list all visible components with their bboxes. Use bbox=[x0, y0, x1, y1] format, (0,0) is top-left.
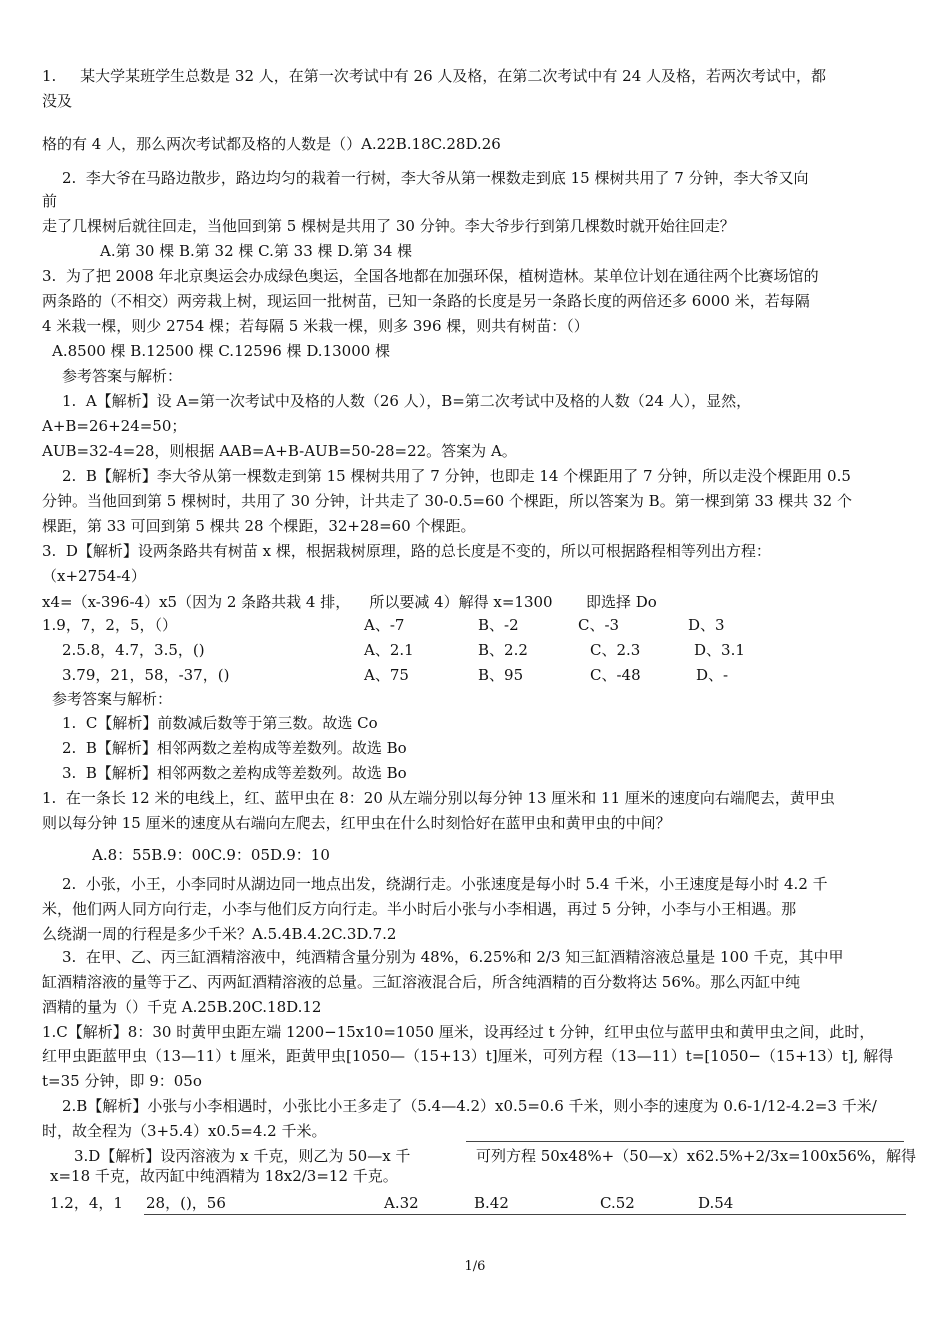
q2-line-2: 前 bbox=[42, 192, 58, 210]
seq-q3: 3.79，21，58，-37，() bbox=[62, 666, 230, 684]
rule-top bbox=[466, 1141, 904, 1142]
answer-3-line-3: x4=（x-396-4）x5（因为 2 条路共栽 4 排， 所以要减 4）解得 x=1300 即选择 Do bbox=[42, 593, 657, 611]
last-sequence: 28，()，56 bbox=[146, 1194, 226, 1212]
m-answer-3-left-1: 3.D【解析】设丙溶液为 x 千克，则乙为 50—x 千 bbox=[74, 1147, 411, 1165]
m1-line-1: 1. 在一条长 12 米的电线上，红、蓝甲虫在 8：20 从左端分别以每分钟 13 厘米和 11 厘米的速度向右端爬去，黄甲虫 bbox=[42, 789, 835, 807]
seq-q3-option-a: A、75 bbox=[364, 666, 409, 684]
m3-line-2: 缸酒精溶液的量等于乙、丙两缸酒精溶液的总量。三缸溶液混合后，所含纯酒精的百分数将达 56%。那么丙缸中纯 bbox=[42, 973, 801, 991]
seq-q1-option-d: D、3 bbox=[688, 616, 725, 634]
last-option-a: A.32 bbox=[384, 1194, 419, 1212]
last-question: 1.2，4，1 bbox=[50, 1194, 123, 1212]
q3-line-1: 3. 为了把 2008 年北京奥运会办成绿色奥运，全国各地都在加强环保，植树造林。某单位计划在通往两个比赛场馆的 bbox=[42, 267, 819, 285]
m3-line-1: 3. 在甲、乙、丙三缸酒精溶液中，纯酒精含量分别为 48%，6.25%和 2/3 知三缸酒精溶液总量是 100 千克，其中甲 bbox=[62, 948, 844, 966]
m-answer-3-right-1: 可列方程 50x48%+（50—x）x62.5%+2/3x=100x56%，解得 bbox=[476, 1147, 917, 1165]
m-answer-1-line-2: 红甲虫距蓝甲虫（13—11）t 厘米，距黄甲虫[1050—（15+13）t]厘米，可列方程（13—11）t=[1050−（15+13）t], 解得 bbox=[42, 1047, 894, 1065]
seq-q2-option-d: D、3.1 bbox=[694, 641, 745, 659]
seq-q3-option-d: D、- bbox=[696, 666, 729, 684]
q3-line-2: 两条路的（不相交）两旁栽上树，现运回一批树苗，已知一条路的长度是另一条路长度的两倍还多 6000 米，若每隔 bbox=[42, 292, 810, 310]
answer-3-line-2: （x+2754-4） bbox=[42, 567, 146, 585]
seq-q1: 1.9，7，2，5，（） bbox=[42, 616, 177, 634]
q3-line-3: 4 米栽一棵，则少 2754 棵；若每隔 5 米栽一棵，则多 396 棵，则共有树苗：（） bbox=[42, 317, 589, 335]
m2-line-1: 2. 小张，小王，小李同时从湖边同一地点出发，绕湖行走。小张速度是每小时 5.4 千米，小王速度是每小时 4.2 千 bbox=[62, 875, 828, 893]
q2-line-3: 走了几棵树后就往回走，当他回到第 5 棵树是共用了 30 分钟。李大爷步行到第几棵数时就开始往回走？ bbox=[42, 217, 735, 235]
last-option-b: B.42 bbox=[474, 1194, 509, 1212]
rule-bottom bbox=[144, 1214, 906, 1215]
seq-q2-option-c: C、2.3 bbox=[590, 641, 641, 659]
answer-1-line-1: 1. A【解析】设 A=第一次考试中及格的人数（26 人），B=第二次考试中及格的人数（24 人），显然， bbox=[62, 392, 752, 410]
seq-answer-1: 1. C【解析】前数减后数等于第三数。故选 Co bbox=[62, 714, 378, 732]
q3-options: A.8500 棵 B.12500 棵 C.12596 棵 D.13000 棵 bbox=[52, 342, 391, 360]
answer-1-line-3: AUB=32-4=28，则根据 AAB=A+B-AUB=50-28=22。答案为 A。 bbox=[42, 442, 517, 460]
seq-q2: 2.5.8，4.7，3.5，() bbox=[62, 641, 205, 659]
page-number: 1/6 bbox=[464, 1259, 486, 1274]
m-answer-2-line-1: 2.B【解析】小张与小李相遇时，小张比小王多走了（5.4—4.2）x0.5=0.6 千米，则小李的速度为 0.6-1/12-4.2=3 千米/ bbox=[62, 1097, 877, 1115]
reference-heading-2: 参考答案与解析： bbox=[52, 690, 173, 708]
answer-3-line-1: 3. D【解析】设两条路共有树苗 x 棵，根据栽树原理，路的总长度是不变的，所以可根据路程相等列出方程： bbox=[42, 542, 771, 560]
answer-1-line-2: A+B=26+24=50； bbox=[42, 417, 187, 435]
q2-line-1: 2. 李大爷在马路边散步，路边均匀的栽着一行树，李大爷从第一棵数走到底 15 棵树共用了 7 分钟，李大爷又向 bbox=[62, 169, 809, 187]
seq-answer-3: 3. B【解析】相邻两数之差构成等差数列。故选 Bo bbox=[62, 764, 407, 782]
seq-q1-option-b: B、-2 bbox=[478, 616, 519, 634]
q1-line-1: 1. 某大学某班学生总数是 32 人，在第一次考试中有 26 人及格，在第二次考试中有 24 人及格，若两次考试中，都 bbox=[42, 67, 827, 85]
seq-q2-option-b: B、2.2 bbox=[478, 641, 528, 659]
seq-q1-option-a: A、-7 bbox=[364, 616, 405, 634]
reference-heading: 参考答案与解析： bbox=[62, 367, 183, 385]
m-answer-3-left-2: x=18 千克，故丙缸中纯酒精为 18x2/3=12 千克。 bbox=[50, 1167, 398, 1185]
m2-line-2: 米，他们两人同方向行走，小李与他们反方向行走。半小时后小张与小李相遇，再过 5 分钟，小李与小王相遇。那 bbox=[42, 900, 797, 918]
m-answer-1-line-3: t=35 分钟，即 9：05o bbox=[42, 1072, 202, 1090]
seq-q3-option-c: C、-48 bbox=[590, 666, 641, 684]
last-option-d: D.54 bbox=[698, 1194, 734, 1212]
seq-q1-option-c: C、-3 bbox=[578, 616, 620, 634]
m1-options: A.8：55B.9：00C.9：05D.9：10 bbox=[92, 846, 330, 864]
answer-2-line-2: 分钟。当他回到第 5 棵树时，共用了 30 分钟，计共走了 30-0.5=60 个棵距，所以答案为 B。第一棵到第 33 棵共 32 个 bbox=[42, 492, 852, 510]
m1-line-2: 则以每分钟 15 厘米的速度从右端向左爬去，红甲虫在什么时刻恰好在蓝甲虫和黄甲虫的中间？ bbox=[42, 814, 671, 832]
m3-line-3: 酒精的量为（）千克 A.25B.20C.18D.12 bbox=[42, 998, 322, 1016]
answer-2-line-3: 棵距，第 33 可回到第 5 棵共 28 个棵距，32+28=60 个棵距。 bbox=[42, 517, 476, 535]
seq-q3-option-b: B、95 bbox=[478, 666, 524, 684]
seq-answer-2: 2. B【解析】相邻两数之差构成等差数列。故选 Bo bbox=[62, 739, 407, 757]
m-answer-2-line-2: 时，故全程为（3+5.4）x0.5=4.2 千米。 bbox=[42, 1122, 327, 1140]
q1-line-3: 格的有 4 人，那么两次考试都及格的人数是（）A.22B.18C.28D.26 bbox=[42, 135, 501, 153]
q2-options: A.第 30 棵 B.第 32 棵 C.第 33 棵 D.第 34 棵 bbox=[100, 242, 413, 260]
m2-line-3: 么绕湖一周的行程是多少千米？A.5.4B.4.2C.3D.7.2 bbox=[42, 925, 397, 943]
m-answer-1-line-1: 1.C【解析】8：30 时黄甲虫距左端 1200−15x10=1050 厘米，设再经过 t 分钟，红甲虫位与蓝甲虫和黄甲虫之间，此时， bbox=[42, 1023, 875, 1041]
last-option-c: C.52 bbox=[600, 1194, 635, 1212]
seq-q2-option-a: A、2.1 bbox=[364, 641, 414, 659]
q1-line-2: 没及 bbox=[42, 92, 73, 110]
answer-2-line-1: 2. B【解析】李大爷从第一棵数走到第 15 棵树共用了 7 分钟，也即走 14 个棵距用了 7 分钟，所以走没个棵距用 0.5 bbox=[62, 467, 851, 485]
